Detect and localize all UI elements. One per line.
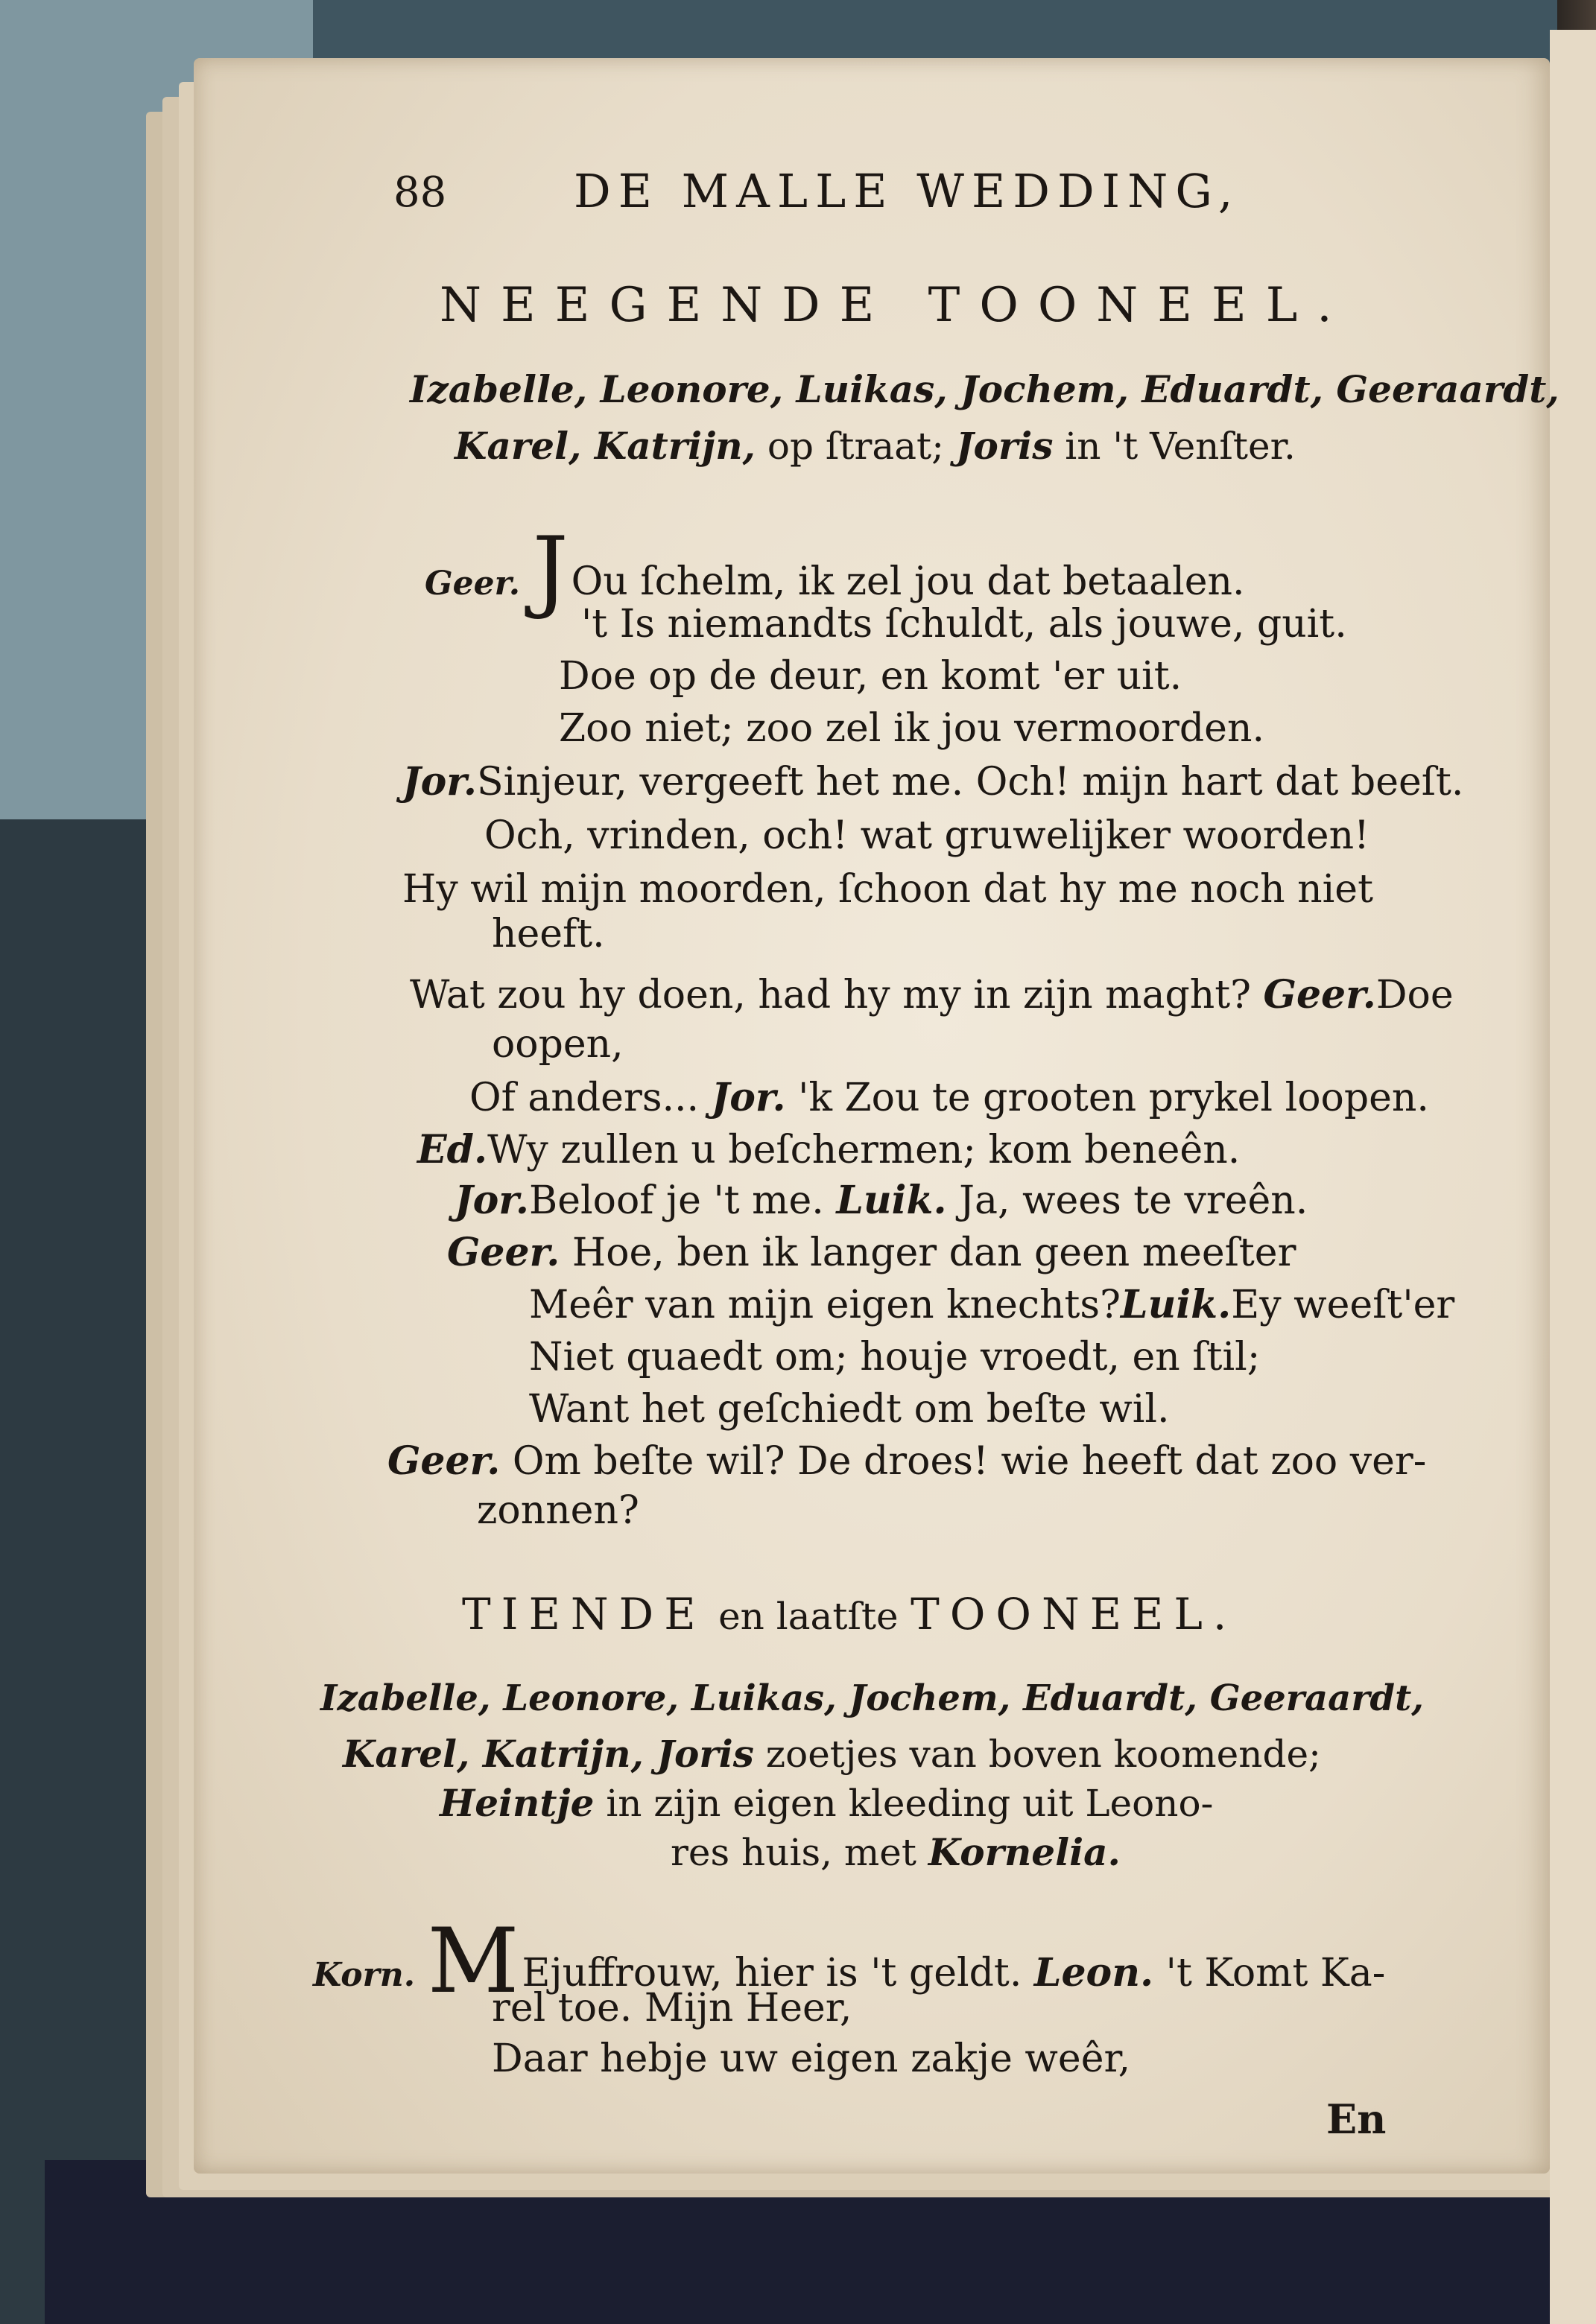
cast-name: Heintje (440, 1781, 595, 1825)
line-text: Sinjeur, vergeeft het me. Och! mijn hart dat beeſt. (477, 760, 1464, 804)
line-text: Wy zullen u beſchermen; kom beneên. (487, 1128, 1241, 1172)
dialogue-line: Doe op de deur, en komt 'er uit. (559, 654, 1182, 699)
cast-direction: res huis, met (671, 1831, 916, 1874)
dialogue-line: Daar hebje uw eigen zakje weêr, (492, 2036, 1131, 2081)
dialogue-line (417, 1127, 1241, 1172)
line-text: Of anders... (469, 1076, 700, 1120)
speaker-tag: Geer. (425, 565, 521, 603)
speaker-tag: Jor. (402, 759, 478, 804)
catchword: En (1326, 2095, 1387, 2143)
dialogue-line: Och, vrinden, och! wat gruwelijker woorden! (484, 813, 1369, 858)
drop-initial: M (427, 1910, 519, 2013)
line-text: 't Komt Ka- (1165, 1951, 1386, 1996)
scene10-heading (462, 1589, 1238, 1639)
scene9-cast-joris: Joris (955, 424, 1054, 468)
dialogue-line (425, 518, 1245, 622)
dialogue-line: heeft. (492, 912, 605, 956)
scene9-cast-window: in 't Venſter. (1065, 425, 1296, 468)
cast-direction: in zijn eigen kleeding uit Leono- (606, 1782, 1214, 1825)
dialogue-line (455, 1178, 1308, 1223)
dialogue-line: Hy wil mijn moorden, ſchoon dat hy me noch niet (402, 867, 1373, 912)
cast-direction: zoetjes van boven koomende; (765, 1733, 1321, 1776)
line-text: Ejuffrouw, hier is 't geldt. (522, 1951, 1022, 1996)
dialogue-line: Want het geſchiedt om beſte wil. (529, 1387, 1170, 1432)
dialogue-line: zonnen? (477, 1488, 639, 1533)
scene9-heading: NEEGENDE TOONEEL. (440, 278, 1352, 333)
speaker-tag: Korn. (313, 1956, 416, 1994)
scene10-cast-line2 (343, 1732, 1321, 1776)
line-text: Hoe, ben ik langer dan geen meeſter (571, 1231, 1296, 1275)
scene10-cast-line3 (440, 1781, 1214, 1825)
speaker-tag: Jor. (711, 1075, 786, 1120)
line-text: Om beſte wil? De droes! wie heeft dat zoo ver- (512, 1439, 1427, 1484)
scene10-heading-middle: en laatſte (718, 1595, 899, 1638)
scene10-heading-ordinal: TIENDE (462, 1589, 706, 1639)
scene9-cast-names: Karel, Katrijn, (455, 424, 756, 468)
book-page (194, 58, 1559, 2174)
line-text: Beloof je 't me. (529, 1178, 824, 1223)
cast-name: Kornelia. (928, 1830, 1121, 1874)
dialogue-line (410, 972, 1454, 1017)
speaker-tag: Luik. (1121, 1282, 1232, 1327)
dialogue-line (469, 1075, 1429, 1120)
dialogue-line: Zoo niet; zoo zel ik jou vermoorden. (559, 706, 1264, 751)
dialogue-line (402, 759, 1464, 804)
scene9-cast-location: op ſtraat; (767, 425, 944, 468)
speaker-tag: Geer. (387, 1438, 501, 1484)
dialogue-line (387, 1438, 1427, 1484)
page-number: 88 (393, 168, 447, 217)
speaker-tag: Ed. (417, 1127, 488, 1172)
scene9-cast-line2 (455, 424, 1296, 468)
dialogue-line: oopen, (492, 1022, 624, 1067)
running-title: DE MALLE WEDDING, (574, 164, 1241, 218)
line-text: Ja, wees te vreên. (959, 1178, 1308, 1223)
dialogue-line: rel toe. Mijn Heer, (492, 1986, 852, 2031)
line-text: 'k Zou te grooten prykel loopen. (798, 1076, 1429, 1120)
line-text: Wat zou hy doen, had hy my in zijn maght? (410, 973, 1251, 1017)
scene10-cast-line4 (671, 1830, 1121, 1874)
line-text: Doe (1375, 973, 1454, 1017)
drop-initial: J (532, 518, 569, 622)
scene10-cast-line1: Izabelle, Leonore, Luikas, Jochem, Eduardt, Geeraardt, (320, 1677, 1424, 1719)
line-text: Ou ſchelm, ik zel jou dat betaalen. (571, 559, 1245, 604)
speaker-tag: Geer. (447, 1230, 560, 1275)
speaker-tag: Leon. (1033, 1950, 1154, 1996)
cast-names: Karel, Katrijn, Joris (343, 1732, 754, 1776)
scene9-cast-line1: Izabelle, Leonore, Luikas, Jochem, Eduardt, Geeraardt, (410, 367, 1559, 411)
line-text: Ey weeſt'er (1231, 1283, 1455, 1327)
dialogue-line: Niet quaedt om; houje vroedt, en ſtil; (529, 1335, 1261, 1380)
speaker-tag: Geer. (1263, 972, 1376, 1017)
scene10-heading-word: TOONEEL. (911, 1589, 1238, 1639)
line-text: Meêr van mijn eigen knechts? (529, 1283, 1121, 1327)
dialogue-line (447, 1230, 1296, 1275)
speaker-tag: Luik. (836, 1178, 947, 1223)
speaker-tag: Jor. (455, 1178, 530, 1223)
dialogue-line: 't Is niemandts ſchuldt, als jouwe, guit. (581, 602, 1347, 647)
dialogue-line (529, 1282, 1455, 1327)
